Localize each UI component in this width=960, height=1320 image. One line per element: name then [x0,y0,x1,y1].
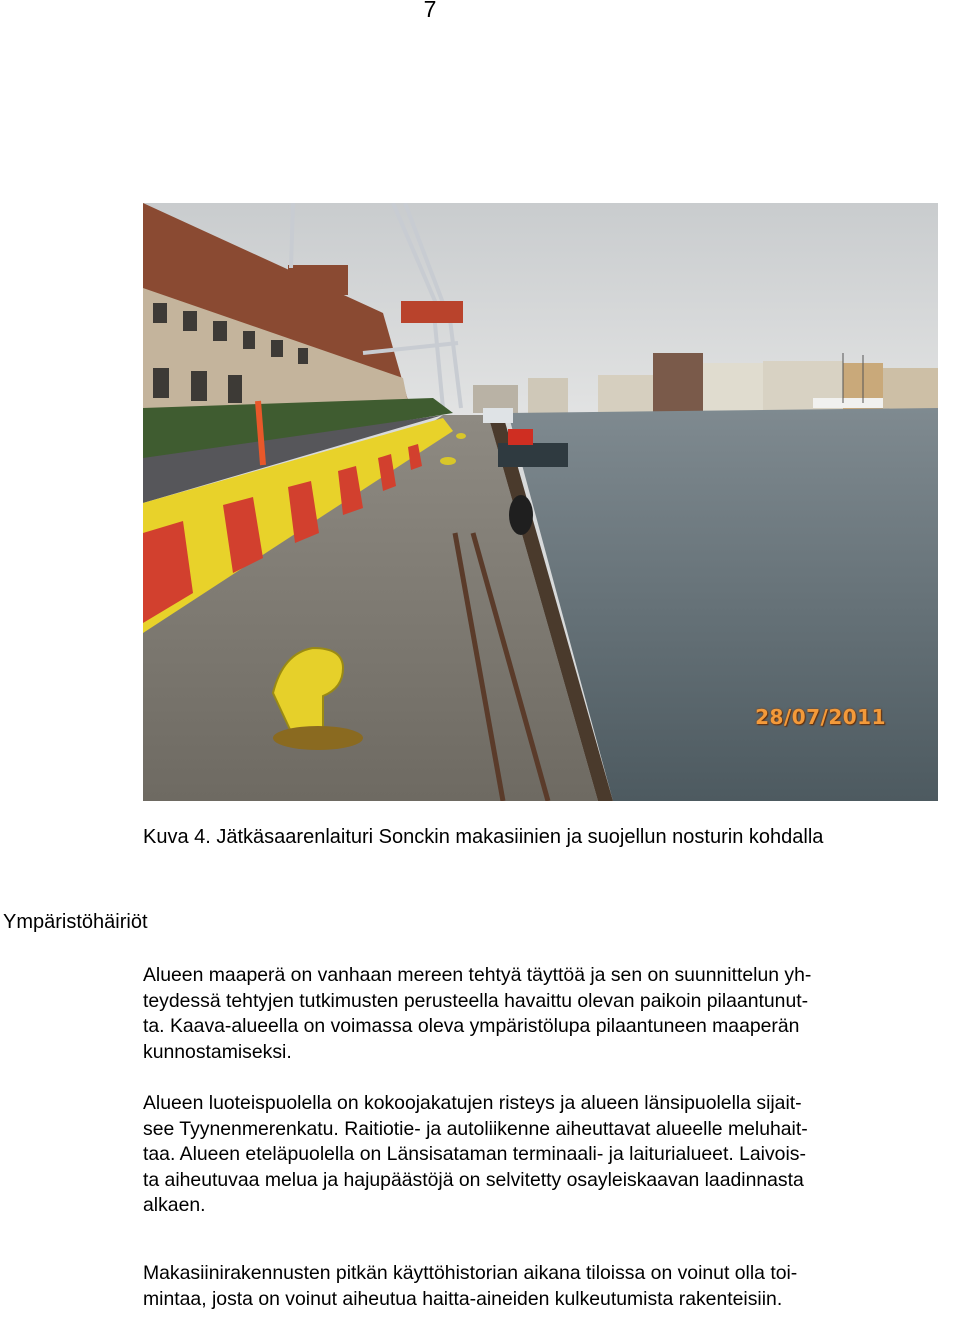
text-line: taa. Alueen eteläpuolella on Länsisataman terminaali- ja laiturialueet. Laivois- [143,1143,806,1165]
crane-cabin [401,301,463,323]
page-number: 7 [423,0,437,22]
text-line: ta aiheutuvaa melua ja hajupäästöjä on selvitetty osayleiskaavan laadinnasta [143,1168,804,1191]
paragraph-noise [143,1091,958,1219]
harbor-photo [143,203,938,801]
text-line: teydessä tehtyjen tutkimusten perusteella havaittu olevan paikoin pilaantunut- [143,989,809,1012]
text-line: mintaa, josta on voinut aiheutua haitta-aineiden kulkeutumista rakenteisiin. [143,1287,783,1310]
paragraph-history [143,1261,958,1312]
fender-tyre [509,495,533,535]
text-line: Alueen maaperä on vanhaan mereen tehtyä täyttöä ja sen on suunnittelun yh- [143,964,812,986]
paragraph-soil [143,963,958,1065]
text-line: see Tyynenmerenkatu. Raitiotie- ja autoliikenne aiheuttavat alueelle meluhait- [143,1117,808,1140]
text-line: kunnostamiseksi. [143,1040,292,1063]
text-line: Makasiinirakennusten pitkän käyttöhistorian aikana tiloissa on voinut olla toi- [143,1262,798,1284]
section-heading: Ympäristöhäiriöt [3,911,148,933]
text-line: alkaen. [143,1194,206,1216]
figure-caption: Kuva 4. Jätkäsaarenlaituri Sonckin makasiinien ja suojellun nosturin kohdalla [143,826,824,848]
text-line: ta. Kaava-alueella on voimassa oleva ympäristölupa pilaantuneen maaperän [143,1015,800,1037]
photo-date-stamp: 28/07/2011 [755,705,886,729]
text-line: Alueen luoteispuolella on kokoojakatujen risteys ja alueen länsipuolella sijait- [143,1092,802,1114]
